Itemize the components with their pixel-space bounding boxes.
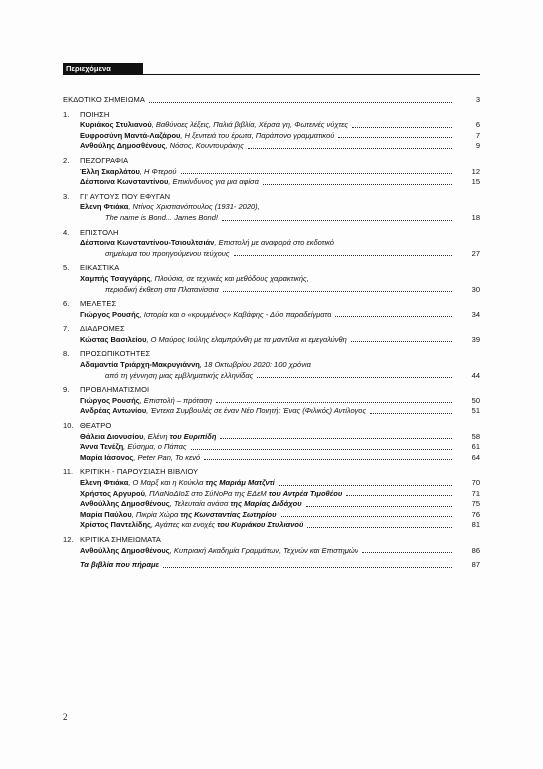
entry-text xyxy=(80,453,200,464)
page-ref: 86 xyxy=(471,545,480,555)
entry-author: Ανθούλης Δημοσθένους xyxy=(80,141,166,151)
toc-entry-row xyxy=(63,478,480,489)
toc-entry-row xyxy=(63,510,480,521)
page-ref: 70 xyxy=(471,478,480,487)
section-heading xyxy=(63,95,145,106)
toc-entry-row xyxy=(63,406,480,417)
page-ref: 51 xyxy=(471,406,480,416)
toc-entry-row xyxy=(63,141,480,152)
entry-title: , Έντεκα Συμβουλές σε έναν Νέο Ποιητή: Ένας (Φιλικός) Αντίλογος xyxy=(146,406,367,416)
entry-title: Τα βιβλία που πήραμε xyxy=(80,560,160,570)
entry-author: Δέσποινα Κωνσταντίνου-Τσιουλτσιάν xyxy=(80,238,215,248)
entry-author: Χρήστος Αργυρού xyxy=(80,488,145,498)
entry-title: , Κυπριακή Ακαδημία Γραμμάτων, Τεχνών και Επιστημών xyxy=(169,545,359,555)
toc-entry-row xyxy=(63,453,480,464)
entry-text xyxy=(80,335,347,346)
toc-entry-row xyxy=(63,499,480,510)
entry-book-author: του Κυριάκου Στυλιανού xyxy=(217,520,304,530)
toc-entry-row xyxy=(63,520,480,531)
page-ref: 81 xyxy=(471,520,480,530)
entry-text xyxy=(80,131,334,142)
page-ref: 39 xyxy=(471,334,480,344)
toc-section-row xyxy=(63,156,480,167)
section-heading xyxy=(63,228,119,239)
entry-title: , Βαθύνοες λέξεις, Παλιά βιβλία, Χέρσα γη, Φωτεινές νύχτες xyxy=(151,120,349,130)
toc-entry-row xyxy=(63,274,480,285)
dot-leader xyxy=(338,137,452,138)
contents-header-bar xyxy=(63,63,480,75)
toc-section-row xyxy=(63,192,480,203)
entry-book-author: του Αντρέα Τιμοθέου xyxy=(268,488,343,498)
section-number: 8. xyxy=(63,349,70,359)
toc-section-row xyxy=(63,349,480,360)
section-title: ΠΡΟΒΛΗΜΑΤΙΣΜΟΙ xyxy=(80,385,150,395)
entry-title: , Ο Μαύρος Ιούλης ελαμπρύνθη με τα μαντίλια κι εμεγαλύνθη xyxy=(146,334,347,344)
toc-entry-row xyxy=(63,213,480,224)
section-number: 7. xyxy=(63,324,70,334)
section-title: ΓΙ' ΑΥΤΟΥΣ ΠΟΥ ΕΦΥΓΑΝ xyxy=(80,191,171,201)
dot-leader xyxy=(257,377,452,378)
entry-text xyxy=(80,432,216,443)
section-number: 11. xyxy=(63,467,74,477)
toc-section-row xyxy=(63,324,480,335)
entry-title: , Πικρία Χώρα xyxy=(131,509,181,519)
entry-title: , Η Φτερού xyxy=(139,166,177,176)
entry-text xyxy=(80,274,309,285)
section-title: ΚΡΙΤΙΚΑ ΣΗΜΕΙΩΜΑΤΑ xyxy=(80,534,161,544)
entry-title-continued: σημείωμα του προηγούμενου τεύχους xyxy=(105,248,230,258)
entry-text xyxy=(80,442,187,453)
dot-leader xyxy=(279,485,452,486)
page-ref: 27 xyxy=(471,248,480,258)
entry-title: , Επιστολή – πρόταση xyxy=(139,395,213,405)
entry-text xyxy=(80,310,331,321)
section-number: 12. xyxy=(63,534,74,544)
dot-leader xyxy=(216,402,452,403)
section-number: 6. xyxy=(63,299,70,309)
toc-entry-row xyxy=(63,442,480,453)
section-number: 1. xyxy=(63,109,70,119)
page-ref: 44 xyxy=(471,370,480,380)
page-ref: 75 xyxy=(471,499,480,509)
entry-title: , Αγάπες και ενοχές xyxy=(150,520,218,530)
entry-text xyxy=(80,406,366,417)
entry-author: Χαμπής Τσαγγάρης xyxy=(80,273,151,283)
toc-section-row xyxy=(63,421,480,432)
entry-text xyxy=(80,120,348,131)
entry-title: , Ντίνος Χριστιανόπουλος (1931- 2020), xyxy=(128,202,260,212)
section-number: 10. xyxy=(63,421,74,431)
toc-section-row xyxy=(63,228,480,239)
dot-leader xyxy=(181,173,452,174)
section-title: ΕΠΙΣΤΟΛΗ xyxy=(80,227,119,237)
section-heading xyxy=(63,299,116,310)
toc-entry-row xyxy=(63,396,480,407)
toc-section-row xyxy=(63,263,480,274)
page-ref: 9 xyxy=(475,141,480,151)
dot-leader xyxy=(223,291,452,292)
section-title: ΕΙΚΑΣΤΙΚΑ xyxy=(80,263,120,273)
toc-entry-row xyxy=(63,202,480,213)
dot-leader xyxy=(220,438,452,439)
section-heading xyxy=(63,192,170,203)
entry-author: Κώστας Βασιλείου xyxy=(80,334,147,344)
entry-title: , Επικίνδυνος για μια αφίσα xyxy=(168,177,259,187)
page-ref: 58 xyxy=(471,431,480,441)
toc-entry-row xyxy=(63,489,480,500)
dot-leader xyxy=(351,341,452,342)
entry-text xyxy=(80,478,275,489)
page-ref: 34 xyxy=(471,309,480,319)
dot-leader xyxy=(191,449,452,450)
page-ref: 6 xyxy=(475,120,480,130)
entry-title-continued: από τη γέννηση μιας εμβληματικής ελληνίδας xyxy=(105,370,254,380)
entry-title: , Εύσημα, ο Πάπας xyxy=(123,442,187,452)
section-title: ΕΚΔΟΤΙΚΟ ΣΗΜΕΙΩΜΑ xyxy=(63,95,145,104)
entry-author: Μαρία Ιάσονος xyxy=(80,452,134,462)
entry-text xyxy=(80,177,259,188)
entry-book-author: της Μαρίας Διδάχου xyxy=(230,499,302,509)
section-title: ΠΕΖΟΓΡΑΦΙΑ xyxy=(80,155,129,165)
section-number: 4. xyxy=(63,227,70,237)
entry-author: Αδαμαντία Τριάρχη-Μακρυγιάννη xyxy=(80,360,200,370)
entry-title: , Ιστορία και ο «κρυμμένος» Καβάφης - Δύο παραδείγματα xyxy=(139,309,332,319)
entry-title-continued: περιοδική έκθεση στα Πλατανίσσια xyxy=(105,284,219,294)
entry-text xyxy=(80,360,311,371)
entry-author: Δέσποινα Κωνσταντίνου xyxy=(80,177,169,187)
page-ref: 12 xyxy=(471,166,480,176)
page-ref: 3 xyxy=(475,95,480,104)
contents-header-title: Περιεχόμενα xyxy=(63,63,143,75)
entry-author: Ευφροσύνη Μαντά-Λαζάρου xyxy=(80,130,181,140)
entry-title: , Peter Pan, Το κενό xyxy=(133,452,201,462)
entry-title: , Πλούσια, σε τεχνικές και μεθόδους χαρακτικής, xyxy=(150,273,309,283)
toc-entry-row xyxy=(63,310,480,321)
entry-author: Έλλη Σκαρλάτου xyxy=(80,166,140,176)
toc-entry-row xyxy=(63,285,480,296)
entry-text xyxy=(80,141,244,152)
toc-section-row xyxy=(63,467,480,478)
entry-text xyxy=(80,499,302,510)
entry-author: Χρίστος Παντελίδης xyxy=(80,520,151,530)
toc-entry-row xyxy=(63,131,480,142)
entry-author: Ανθούλλης Δημοσθένους xyxy=(80,545,170,555)
toc-entry-row xyxy=(63,249,480,260)
toc-entry-row xyxy=(63,432,480,443)
section-title: ΠΟΙΗΣΗ xyxy=(80,109,110,119)
entry-text xyxy=(80,202,260,213)
dot-leader xyxy=(149,102,452,103)
dot-leader xyxy=(335,316,452,317)
page-ref: 76 xyxy=(471,509,480,519)
section-heading xyxy=(63,421,111,432)
section-number: 2. xyxy=(63,155,70,165)
entry-author: Ανδρέας Αντωνίου xyxy=(80,406,147,416)
dot-leader xyxy=(352,127,452,128)
section-title: ΔΙΑΔΡΟΜΕΣ xyxy=(80,324,125,334)
dot-leader xyxy=(370,413,452,414)
entry-author: Ελενη Φτιάκα xyxy=(80,202,129,212)
section-number: 9. xyxy=(63,385,70,395)
section-heading xyxy=(63,110,109,121)
dot-leader xyxy=(306,506,452,507)
dot-leader xyxy=(248,148,452,149)
entry-title: , Επιστολή με αναφορά στο εκδοτικό xyxy=(214,238,334,248)
dot-leader xyxy=(222,220,452,221)
page-ref: 7 xyxy=(475,130,480,140)
toc-section-row xyxy=(63,95,480,106)
entry-title-continued: The name is Bond... James Bond! xyxy=(105,212,218,222)
entry-text xyxy=(80,510,277,521)
dot-leader xyxy=(263,184,452,185)
page-ref: 18 xyxy=(471,212,480,222)
entry-title: , Ελένη xyxy=(143,431,170,441)
entry-text xyxy=(80,238,334,249)
section-number: 3. xyxy=(63,191,70,201)
section-number: 5. xyxy=(63,263,70,273)
entry-book-author: της Κωνσταντίας Σωτηρίου xyxy=(180,509,277,519)
page-ref: 71 xyxy=(471,488,480,498)
page-ref: 61 xyxy=(471,442,480,452)
dot-leader xyxy=(204,459,452,460)
entry-author: Ανθούλλης Δημοσθένους xyxy=(80,499,170,509)
page-ref: 30 xyxy=(471,284,480,294)
entry-author: Ελενη Φτιάκα xyxy=(80,478,129,487)
toc-entry-row xyxy=(63,371,480,382)
entry-title: , Νόσος, Κουντουράκης xyxy=(165,141,244,151)
entry-text xyxy=(80,546,358,557)
entry-title: , ΠΛαΝοΔΙοΣ στο ΣύΝοΡα της ΕΔεΜ xyxy=(144,488,269,498)
toc-entry-row xyxy=(63,560,480,571)
toc-section-row xyxy=(63,299,480,310)
entry-title: , Η ξενιτειά του έρωτα, Παράπονο γραμματικού xyxy=(180,130,335,140)
section-title: ΘΕΑΤΡΟ xyxy=(80,421,112,431)
section-title: ΜΕΛΕΤΕΣ xyxy=(80,299,117,309)
section-heading xyxy=(63,324,125,335)
section-heading xyxy=(63,467,198,478)
toc-entry-row xyxy=(63,167,480,178)
toc-section-row xyxy=(63,535,480,546)
entry-author: Άννα Τενέζη xyxy=(80,442,124,452)
section-title: ΠΡΟΣΩΠΙΚΟΤΗΤΕΣ xyxy=(80,349,151,359)
entry-title: , 18 Οκτωβρίου 2020: 100 χρόνια xyxy=(199,360,311,370)
entry-text xyxy=(80,396,212,407)
page-ref: 87 xyxy=(471,560,480,570)
page-ref: 15 xyxy=(471,177,480,187)
entry-author: Κυριάκος Στυλιανού xyxy=(80,120,152,130)
toc-entry-row xyxy=(63,120,480,131)
section-heading xyxy=(63,156,128,167)
entry-text xyxy=(80,489,342,500)
dot-leader xyxy=(163,567,452,568)
section-heading xyxy=(63,385,149,396)
entry-title: , Ο Μαρξ και η Κούκλα xyxy=(128,478,206,487)
toc-entry-row xyxy=(63,360,480,371)
toc-section-row xyxy=(63,110,480,121)
section-heading xyxy=(63,535,161,546)
entry-author: Θάλεια Διονυσίου xyxy=(80,431,144,441)
page-ref: 50 xyxy=(471,395,480,405)
toc-entry-row xyxy=(63,546,480,557)
toc-entry-row xyxy=(63,177,480,188)
dot-leader xyxy=(234,255,452,256)
entry-book-author: του Ευριπίδη xyxy=(169,431,217,441)
dot-leader xyxy=(307,527,452,528)
entry-title: , Τελευταία ανάσα xyxy=(169,499,231,509)
entry-author: Γιώργος Ρουσής xyxy=(80,395,140,405)
page-number: 2 xyxy=(63,712,68,722)
entry-text xyxy=(80,560,159,571)
table-of-contents xyxy=(63,95,480,571)
dot-leader xyxy=(281,516,452,517)
section-title: ΚΡΙΤΙΚΗ - ΠΑΡΟΥΣΙΑΣΗ ΒΙΒΛΙΟΥ xyxy=(80,467,199,477)
toc-entry-row xyxy=(63,238,480,249)
section-heading xyxy=(63,263,119,274)
dot-leader xyxy=(346,495,452,496)
section-heading xyxy=(63,349,150,360)
entry-author: Μαρία Παύλου xyxy=(80,509,132,519)
entry-text xyxy=(80,520,303,531)
entry-text xyxy=(80,167,177,178)
toc-section-row xyxy=(63,385,480,396)
entry-author: Γιώργος Ρουσής xyxy=(80,309,140,319)
toc-entry-row xyxy=(63,335,480,346)
dot-leader xyxy=(362,552,452,553)
page-ref: 64 xyxy=(471,452,480,462)
entry-book-author: της Μαριάμ Ματζντί xyxy=(205,478,275,487)
